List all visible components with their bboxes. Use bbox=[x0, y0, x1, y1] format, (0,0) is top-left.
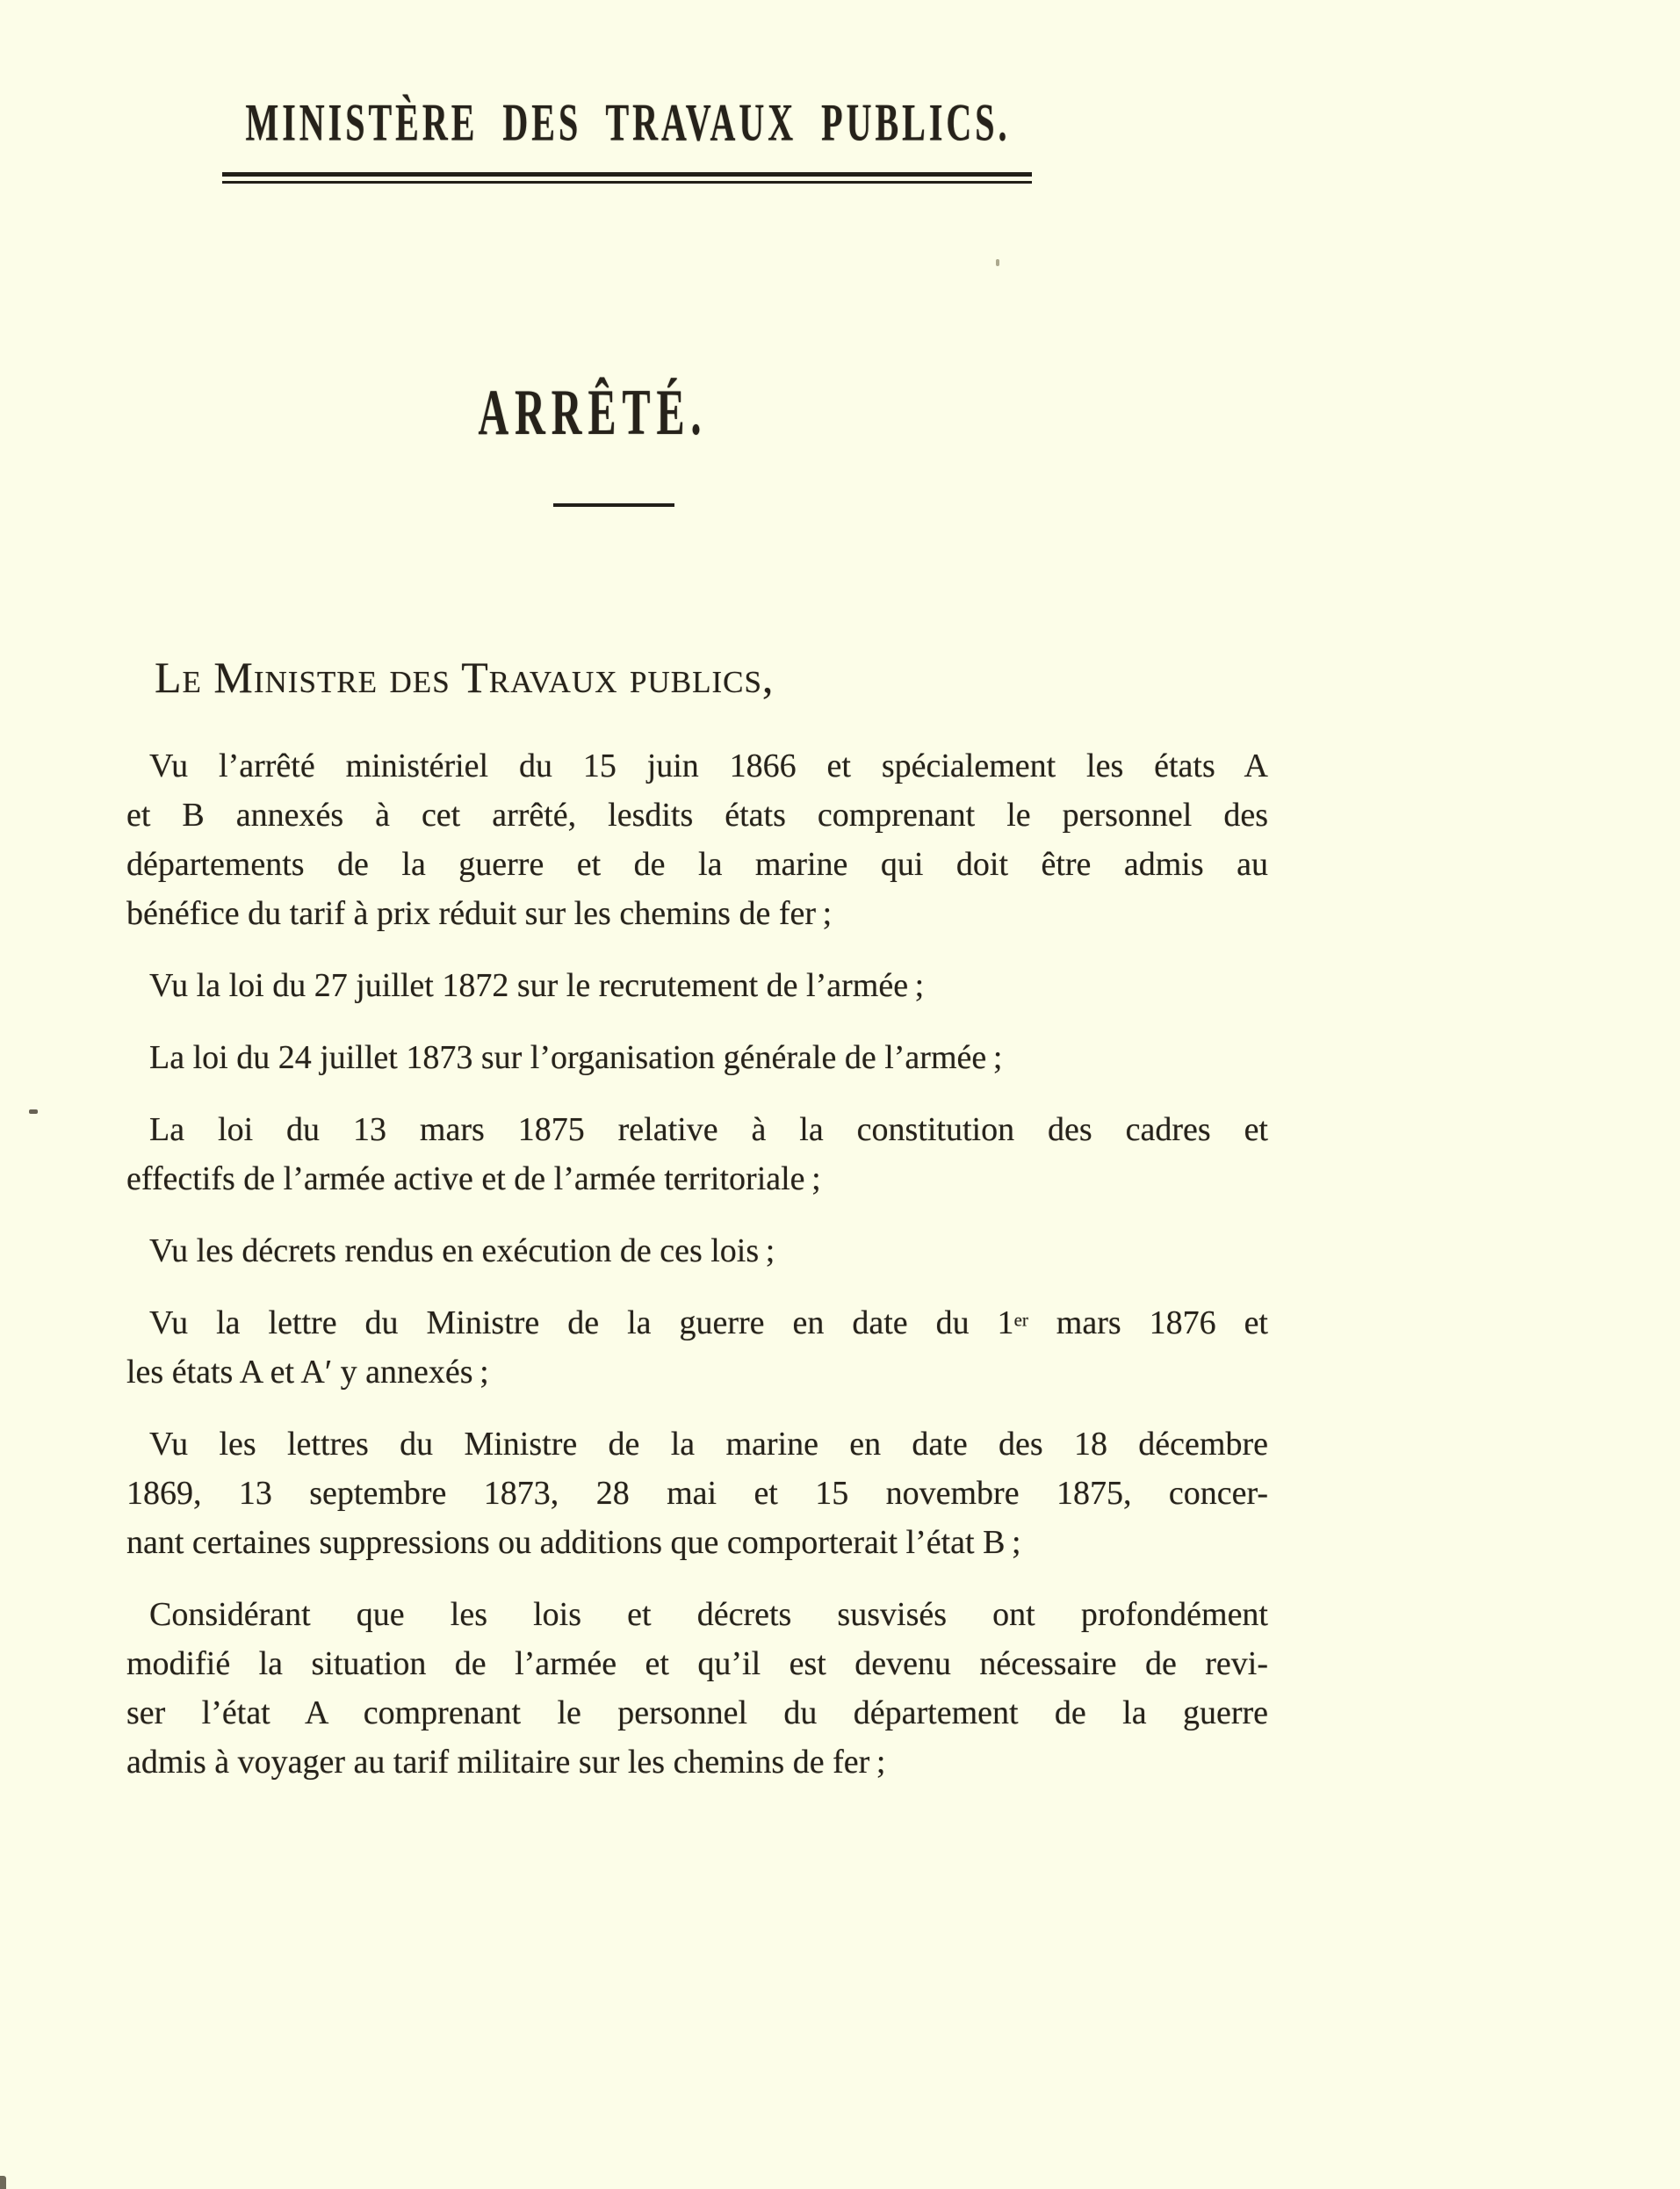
scan-speck bbox=[29, 1109, 38, 1114]
decree-body bbox=[126, 741, 1268, 1787]
body-paragraph bbox=[126, 1420, 1268, 1567]
body-paragraph bbox=[126, 1226, 1268, 1275]
scan-speck bbox=[996, 259, 999, 266]
body-paragraph bbox=[126, 1298, 1268, 1397]
body-line: Vu les lettres du Ministre de la marine en date des 18 décembre bbox=[149, 1426, 1268, 1463]
body-paragraph bbox=[126, 961, 1268, 1010]
body-paragraph bbox=[126, 1033, 1268, 1082]
body-line: et B annexés à cet arrêté, lesdits états comprenant le personnel des bbox=[126, 797, 1268, 834]
scan-speck bbox=[0, 2176, 6, 2189]
body-line: ser l’état A comprenant le personnel du département de la guerre bbox=[126, 1694, 1268, 1731]
body-line: départements de la guerre et de la marine qui doit être admis au bbox=[126, 846, 1268, 883]
decree-title: ARRÊTÉ. bbox=[478, 376, 708, 449]
body-paragraph bbox=[126, 1105, 1268, 1203]
body-line: bénéfice du tarif à prix réduit sur les chemins de fer ; bbox=[126, 895, 833, 932]
body-line: La loi du 24 juillet 1873 sur l’organisation générale de l’armée ; bbox=[149, 1039, 1003, 1076]
salutation-line: Le Ministre des Travaux publics, bbox=[155, 653, 775, 702]
body-line: Vu la lettre du Ministre de la guerre en date du 1er mars 1876 et bbox=[149, 1304, 1268, 1341]
body-line: La loi du 13 mars 1875 relative à la constitution des cadres et bbox=[149, 1111, 1268, 1148]
body-line: Vu l’arrêté ministériel du 15 juin 1866 et spécialement les états A bbox=[149, 748, 1268, 784]
body-line: les états A et A′ y annexés ; bbox=[126, 1354, 489, 1391]
letterhead-double-rule bbox=[222, 172, 1032, 184]
body-line: nant certaines suppressions ou additions que comporterait l’état B ; bbox=[126, 1524, 1021, 1561]
body-line: modifié la situation de l’armée et qu’il est devenu nécessaire de revi- bbox=[126, 1645, 1268, 1682]
body-line: Vu la loi du 27 juillet 1872 sur le recrutement de l’armée ; bbox=[149, 967, 925, 1004]
body-line: 1869, 13 septembre 1873, 28 mai et 15 novembre 1875, concer- bbox=[126, 1475, 1268, 1512]
body-line: effectifs de l’armée active et de l’armée territoriale ; bbox=[126, 1160, 821, 1197]
title-rule bbox=[553, 503, 674, 507]
body-paragraph bbox=[126, 1590, 1268, 1787]
body-line: Vu les décrets rendus en exécution de ces lois ; bbox=[149, 1232, 775, 1269]
body-paragraph bbox=[126, 741, 1268, 938]
body-line: Considérant que les lois et décrets susvisés ont profondément bbox=[149, 1596, 1268, 1633]
ministry-letterhead: MINISTÈRE DES TRAVAUX PUBLICS. bbox=[245, 92, 1011, 152]
body-line: admis à voyager au tarif militaire sur les chemins de fer ; bbox=[126, 1744, 886, 1781]
